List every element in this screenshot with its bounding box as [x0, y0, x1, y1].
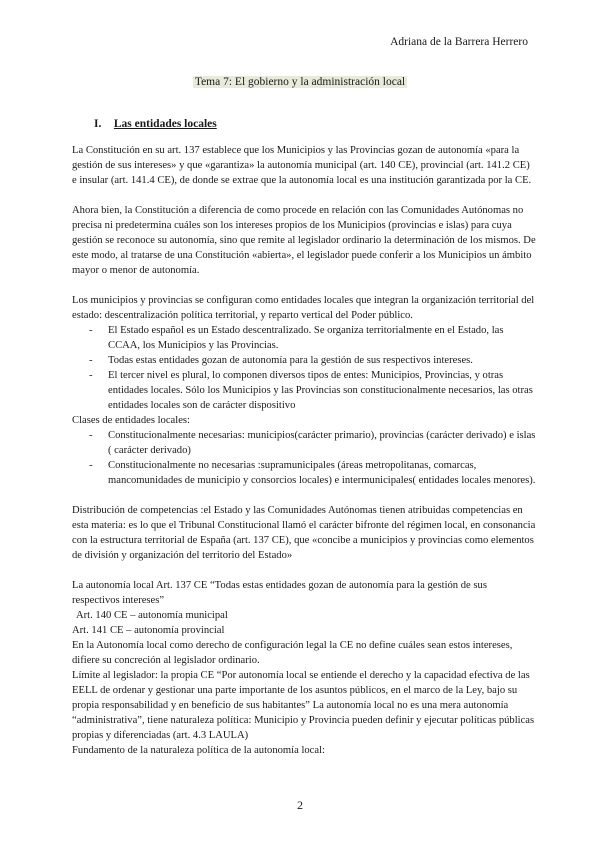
- document-body: [72, 143, 537, 758]
- list-item: - El tercer nivel es plural, lo componen diversos tipos de entes: Municipios, Provincias, y otras entidades locales. Sólo los Municipios y las Provincias son constitucionalmente necesarios, las otras entidades locales son de carácter dispositivo: [72, 368, 537, 413]
- header-author: Adriana de la Barrera Herrero: [390, 36, 528, 48]
- paragraph-constitucion: La Constitución en su art. 137 establece que los Municipios y las Provincias gozan de autonomía «para la gestión de sus intereses» y que «garantiza» la autonomía municipal (art. 140 CE), provincial (art. 141.2 CE) e insular (art. 141.4 CE), de donde se extrae que la autonomía local es una institución garantizada por la CE.: [72, 145, 532, 186]
- page-number: 2: [297, 798, 303, 812]
- list-item: - Todas estas entidades gozan de autonomía para la gestión de sus respectivos intereses.: [72, 353, 537, 368]
- list-item: - Constitucionalmente necesarias: municipios(carácter primario), provincias (carácter derivado) e islas ( carácter derivado): [72, 428, 537, 458]
- paragraph-autonomia-local: La autonomía local Art. 137 CE “Todas estas entidades gozan de autonomía para la gestión de sus respectivos intereses”: [72, 580, 487, 606]
- title-wrapper: [0, 72, 600, 90]
- line-art-140: Art. 140 CE – autonomía municipal: [76, 610, 228, 621]
- section-heading: [94, 118, 217, 130]
- paragraph-ahora-bien: Ahora bien, la Constitución a diferencia de como procede en relación con las Comunidades Autónomas no precisa ni predetermina cuáles son los intereses propios de los Municipios (provincias e islas) para cuya gestión se reconoce su autonomía, sino que remite al legislador ordinario la determinación de los mismos. De este modo, al tratarse de una Constitución «abierta», el legislador puede conferir a los Municipios un ámbito mayor o menor de autonomía.: [72, 205, 536, 276]
- paragraph-limite-legislador: Límite al legislador: la propia CE “Por autonomía local se entiende el derecho y la capacidad efectiva de las EELL de ordenar y gestionar una parte importante de los asuntos públicos, en el marco de la Ley, bajo su propia responsabilidad y en beneficio de sus habitantes” La autonomía local no es una mera autonomía “administrativa”, tiene naturaleza política: Municipio y Provincia pueden definir y ejecutar políticas públicas propias y diferenciadas (art. 4.3 LAULA): [72, 670, 535, 741]
- line-art-141: Art. 141 CE – autonomía provincial: [72, 625, 225, 636]
- document-title: Tema 7: El gobierno y la administración local: [194, 76, 406, 88]
- list-item: - Constitucionalmente no necesarias :supramunicipales (áreas metropolitanas, comarcas, mancomunidades de municipio y consorcios locales) e intermunicipales( entidades locales menores).: [72, 458, 537, 488]
- list-clases: [72, 428, 537, 488]
- paragraph-municipios: Los municipios y provincias se configuran como entidades locales que integran la organización territorial del estado: descentralización política territorial, y reparto vertical del Poder público.: [72, 295, 535, 321]
- paragraph-competencias: Distribución de competencias :el Estado y las Comunidades Autónomas tienen atribuidas competencias en esta materia: es lo que el Tribunal Constitucional llamó el carácter bifronte del régimen local, en consonancia con la estructura territorial de España (art. 137 CE), que «concibe a municipios y provincias como elementos de división y organización del territorio del Estado»: [72, 505, 536, 561]
- list-organizacion: [72, 323, 537, 413]
- clases-label: Clases de entidades locales:: [72, 415, 190, 426]
- list-item: - El Estado español es un Estado descentralizado. Se organiza territorialmente en el Estado, las CCAA, los Municipios y las Provincias.: [72, 323, 537, 353]
- paragraph-fundamento: Fundamento de la naturaleza política de la autonomía local:: [72, 745, 325, 756]
- section-number: I.: [94, 118, 102, 130]
- paragraph-configuracion-legal: En la Autonomía local como derecho de configuración legal la CE no define cuáles sean estos intereses, difiere su concreción al legislador ordinario.: [72, 640, 513, 666]
- section-title: Las entidades locales: [113, 118, 217, 130]
